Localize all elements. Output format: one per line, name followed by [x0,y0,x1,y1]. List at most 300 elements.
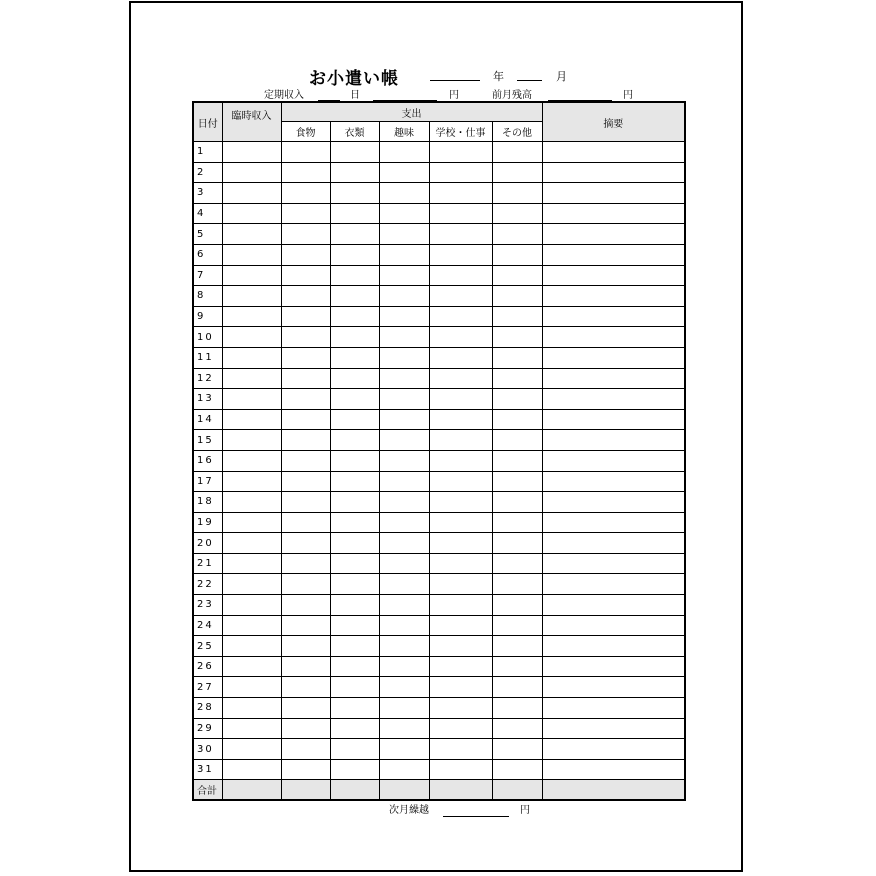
day-number: 14 [193,409,222,430]
day-number: 17 [193,471,222,492]
day-number: 19 [193,512,222,533]
entry-cell[interactable] [542,244,685,265]
regular-income-label: 定期収入 [264,90,304,101]
total-cell[interactable] [379,780,429,801]
entry-cell[interactable] [542,615,685,636]
entry-cell[interactable] [379,183,429,204]
entry-cell[interactable] [492,533,542,554]
entry-cell[interactable] [542,347,685,368]
entry-cell[interactable] [492,739,542,760]
day-number: 31 [193,759,222,780]
entry-cell[interactable] [281,492,330,513]
entry-cell[interactable] [222,512,281,533]
entry-cell[interactable] [281,203,330,224]
entry-cell[interactable] [222,203,281,224]
entry-cell[interactable] [492,656,542,677]
table-row [193,368,685,389]
entry-cell[interactable] [222,142,281,163]
entry-cell[interactable] [281,450,330,471]
day-number: 22 [193,574,222,595]
entry-cell[interactable] [429,595,492,616]
day-number: 6 [193,244,222,265]
entry-cell[interactable] [492,306,542,327]
ledger-table [192,101,686,801]
entry-cell[interactable] [379,224,429,245]
table-row [193,265,685,286]
entry-cell[interactable] [222,450,281,471]
day-number: 15 [193,430,222,451]
entry-cell[interactable] [542,450,685,471]
entry-cell[interactable] [330,553,379,574]
entry-cell[interactable] [429,718,492,739]
table-row [193,430,685,451]
entry-cell[interactable] [281,718,330,739]
day-number: 8 [193,286,222,307]
entry-cell[interactable] [379,409,429,430]
entry-cell[interactable] [281,656,330,677]
entry-cell[interactable] [281,574,330,595]
entry-cell[interactable] [542,183,685,204]
entry-cell[interactable] [429,739,492,760]
entry-cell[interactable] [379,533,429,554]
entry-cell[interactable] [330,265,379,286]
col-date-header: 日付 [193,102,222,142]
table-row [193,512,685,533]
day-number: 29 [193,718,222,739]
day-label: 日 [350,90,360,101]
entry-cell[interactable] [222,759,281,780]
day-number: 13 [193,389,222,410]
entry-cell[interactable] [492,677,542,698]
total-cell[interactable] [429,780,492,801]
entry-cell[interactable] [330,718,379,739]
entry-cell[interactable] [492,327,542,348]
table-row [193,739,685,760]
expense-col-header: 衣類 [330,122,379,142]
entry-cell[interactable] [222,677,281,698]
month-blank[interactable] [517,80,542,81]
entry-cell[interactable] [281,224,330,245]
day-number: 28 [193,698,222,719]
entry-cell[interactable] [281,739,330,760]
entry-cell[interactable] [429,574,492,595]
entry-cell[interactable] [542,142,685,163]
entry-cell[interactable] [281,553,330,574]
day-number: 18 [193,492,222,513]
year-blank[interactable] [430,80,480,81]
entry-cell[interactable] [492,450,542,471]
entry-cell[interactable] [492,615,542,636]
entry-cell[interactable] [429,265,492,286]
table-row [193,389,685,410]
table-row [193,492,685,513]
entry-cell[interactable] [222,327,281,348]
day-number: 2 [193,162,222,183]
page-title: お小遣い帳 [309,69,399,89]
entry-cell[interactable] [379,595,429,616]
entry-cell[interactable] [222,368,281,389]
entry-cell[interactable] [330,224,379,245]
entry-cell[interactable] [379,677,429,698]
table-row [193,615,685,636]
entry-cell[interactable] [542,224,685,245]
table-row [193,244,685,265]
expense-group-header: 支出 [281,102,542,122]
total-cell[interactable] [330,780,379,801]
entry-cell[interactable] [330,450,379,471]
entry-cell[interactable] [492,471,542,492]
entry-cell[interactable] [281,512,330,533]
entry-cell[interactable] [429,162,492,183]
entry-cell[interactable] [492,492,542,513]
entry-cell[interactable] [542,595,685,616]
entry-cell[interactable] [330,698,379,719]
entry-cell[interactable] [429,327,492,348]
day-number: 12 [193,368,222,389]
table-row [193,224,685,245]
entry-cell[interactable] [281,759,330,780]
entry-cell[interactable] [429,615,492,636]
total-cell[interactable] [542,780,685,801]
entry-cell[interactable] [429,286,492,307]
day-number: 26 [193,656,222,677]
entry-cell[interactable] [281,533,330,554]
table-row [193,306,685,327]
entry-cell[interactable] [281,471,330,492]
entry-cell[interactable] [429,368,492,389]
entry-cell[interactable] [492,595,542,616]
entry-cell[interactable] [330,306,379,327]
entry-cell[interactable] [492,553,542,574]
entry-cell[interactable] [429,512,492,533]
entry-cell[interactable] [281,183,330,204]
entry-cell[interactable] [492,142,542,163]
entry-cell[interactable] [542,533,685,554]
entry-cell[interactable] [281,698,330,719]
entry-cell[interactable] [330,739,379,760]
entry-cell[interactable] [542,265,685,286]
entry-cell[interactable] [379,306,429,327]
entry-cell[interactable] [379,368,429,389]
entry-cell[interactable] [429,450,492,471]
entry-cell[interactable] [222,595,281,616]
table-row [193,347,685,368]
entry-cell[interactable] [429,203,492,224]
entry-cell[interactable] [542,718,685,739]
entry-cell[interactable] [330,759,379,780]
entry-cell[interactable] [330,389,379,410]
entry-cell[interactable] [281,389,330,410]
entry-cell[interactable] [542,677,685,698]
entry-cell[interactable] [492,389,542,410]
entry-cell[interactable] [330,244,379,265]
entry-cell[interactable] [281,430,330,451]
entry-cell[interactable] [492,718,542,739]
total-cell[interactable] [222,780,281,801]
entry-cell[interactable] [542,286,685,307]
entry-cell[interactable] [492,574,542,595]
expense-col-header: 食物 [281,122,330,142]
day-number: 7 [193,265,222,286]
entry-cell[interactable] [222,718,281,739]
entry-cell[interactable] [281,162,330,183]
carryover-yen-label: 円 [520,805,530,816]
entry-cell[interactable] [222,615,281,636]
entry-cell[interactable] [330,677,379,698]
entry-cell[interactable] [222,430,281,451]
entry-cell[interactable] [492,347,542,368]
entry-cell[interactable] [330,471,379,492]
entry-cell[interactable] [379,327,429,348]
carryover-label: 次月繰越 [389,805,429,816]
entry-cell[interactable] [492,162,542,183]
entry-cell[interactable] [222,224,281,245]
entry-cell[interactable] [330,430,379,451]
table-row [193,698,685,719]
entry-cell[interactable] [379,636,429,657]
table-row [193,327,685,348]
expense-col-header: 学校・仕事 [429,122,492,142]
entry-cell[interactable] [542,492,685,513]
entry-cell[interactable] [281,306,330,327]
entry-cell[interactable] [330,656,379,677]
entry-cell[interactable] [379,244,429,265]
entry-cell[interactable] [330,368,379,389]
entry-cell[interactable] [492,636,542,657]
entry-cell[interactable] [222,698,281,719]
entry-cell[interactable] [222,409,281,430]
entry-cell[interactable] [379,656,429,677]
entry-cell[interactable] [542,574,685,595]
entry-cell[interactable] [429,533,492,554]
entry-cell[interactable] [330,533,379,554]
entry-cell[interactable] [379,574,429,595]
entry-cell[interactable] [330,492,379,513]
entry-cell[interactable] [429,492,492,513]
entry-cell[interactable] [429,224,492,245]
table-row [193,471,685,492]
entry-cell[interactable] [379,203,429,224]
day-number: 27 [193,677,222,698]
entry-cell[interactable] [281,595,330,616]
entry-cell[interactable] [492,183,542,204]
entry-cell[interactable] [281,244,330,265]
month-label: 月 [556,70,567,83]
entry-cell[interactable] [379,142,429,163]
total-label: 合計 [193,780,222,801]
entry-cell[interactable] [379,286,429,307]
entry-cell[interactable] [492,409,542,430]
entry-cell[interactable] [281,142,330,163]
entry-cell[interactable] [542,512,685,533]
table-row [193,409,685,430]
entry-cell[interactable] [281,409,330,430]
table-row [193,203,685,224]
entry-cell[interactable] [429,471,492,492]
day-number: 21 [193,553,222,574]
entry-cell[interactable] [330,327,379,348]
entry-cell[interactable] [492,759,542,780]
entry-cell[interactable] [379,553,429,574]
entry-cell[interactable] [379,718,429,739]
entry-cell[interactable] [379,450,429,471]
entry-cell[interactable] [222,306,281,327]
col-temp-income-header: 臨時収入 [222,102,281,142]
entry-cell[interactable] [222,574,281,595]
entry-cell[interactable] [429,306,492,327]
entry-cell[interactable] [379,512,429,533]
entry-cell[interactable] [330,183,379,204]
entry-cell[interactable] [542,553,685,574]
entry-cell[interactable] [542,409,685,430]
entry-cell[interactable] [379,430,429,451]
entry-cell[interactable] [429,409,492,430]
expense-col-header: その他 [492,122,542,142]
entry-cell[interactable] [542,471,685,492]
entry-cell[interactable] [492,430,542,451]
entry-cell[interactable] [222,286,281,307]
entry-cell[interactable] [330,595,379,616]
entry-cell[interactable] [222,656,281,677]
entry-cell[interactable] [222,471,281,492]
entry-cell[interactable] [492,698,542,719]
entry-cell[interactable] [222,183,281,204]
entry-cell[interactable] [492,512,542,533]
entry-cell[interactable] [542,636,685,657]
entry-cell[interactable] [222,389,281,410]
entry-cell[interactable] [222,492,281,513]
day-number: 9 [193,306,222,327]
entry-cell[interactable] [492,286,542,307]
table-row [193,574,685,595]
entry-cell[interactable] [379,759,429,780]
entry-cell[interactable] [281,368,330,389]
entry-cell[interactable] [492,224,542,245]
entry-cell[interactable] [281,347,330,368]
total-cell[interactable] [492,780,542,801]
entry-cell[interactable] [330,615,379,636]
day-number: 30 [193,739,222,760]
col-memo-header: 摘要 [542,102,685,142]
entry-cell[interactable] [222,162,281,183]
entry-cell[interactable] [542,203,685,224]
entry-cell[interactable] [429,553,492,574]
entry-cell[interactable] [542,656,685,677]
entry-cell[interactable] [492,265,542,286]
entry-cell[interactable] [429,347,492,368]
prev-balance-yen-label: 円 [623,90,633,101]
entry-cell[interactable] [542,368,685,389]
entry-cell[interactable] [429,430,492,451]
entry-cell[interactable] [429,656,492,677]
entry-cell[interactable] [492,244,542,265]
entry-cell[interactable] [330,574,379,595]
entry-cell[interactable] [330,286,379,307]
entry-cell[interactable] [429,142,492,163]
entry-cell[interactable] [379,471,429,492]
table-row [193,162,685,183]
entry-cell[interactable] [492,368,542,389]
entry-cell[interactable] [429,389,492,410]
entry-cell[interactable] [542,759,685,780]
entry-cell[interactable] [379,492,429,513]
entry-cell[interactable] [330,512,379,533]
entry-cell[interactable] [542,430,685,451]
table-row [193,718,685,739]
entry-cell[interactable] [542,306,685,327]
entry-cell[interactable] [429,698,492,719]
entry-cell[interactable] [379,739,429,760]
expense-col-header: 趣味 [379,122,429,142]
total-row [193,780,685,801]
day-number: 25 [193,636,222,657]
entry-cell[interactable] [379,615,429,636]
day-number: 16 [193,450,222,471]
day-number: 4 [193,203,222,224]
entry-cell[interactable] [222,553,281,574]
entry-cell[interactable] [542,389,685,410]
day-number: 11 [193,347,222,368]
table-row [193,677,685,698]
entry-cell[interactable] [281,636,330,657]
entry-cell[interactable] [542,698,685,719]
table-row [193,636,685,657]
table-row [193,656,685,677]
entry-cell[interactable] [330,203,379,224]
entry-cell[interactable] [222,244,281,265]
entry-cell[interactable] [429,759,492,780]
entry-cell[interactable] [330,142,379,163]
day-number: 20 [193,533,222,554]
entry-cell[interactable] [222,347,281,368]
entry-cell[interactable] [429,183,492,204]
table-row [193,142,685,163]
entry-cell[interactable] [281,615,330,636]
table-row [193,533,685,554]
entry-cell[interactable] [429,244,492,265]
entry-cell[interactable] [222,739,281,760]
entry-cell[interactable] [429,677,492,698]
table-row [193,286,685,307]
entry-cell[interactable] [330,347,379,368]
entry-cell[interactable] [542,162,685,183]
entry-cell[interactable] [281,265,330,286]
total-cell[interactable] [281,780,330,801]
entry-cell[interactable] [379,389,429,410]
entry-cell[interactable] [281,286,330,307]
table-row [193,450,685,471]
entry-cell[interactable] [330,636,379,657]
entry-cell[interactable] [281,677,330,698]
entry-cell[interactable] [222,533,281,554]
entry-cell[interactable] [222,265,281,286]
entry-cell[interactable] [281,327,330,348]
entry-cell[interactable] [330,162,379,183]
entry-cell[interactable] [492,203,542,224]
entry-cell[interactable] [379,162,429,183]
entry-cell[interactable] [542,327,685,348]
entry-cell[interactable] [429,636,492,657]
entry-cell[interactable] [542,739,685,760]
carryover-blank[interactable] [443,816,509,817]
regular-income-yen-label: 円 [449,90,459,101]
entry-cell[interactable] [379,347,429,368]
entry-cell[interactable] [379,265,429,286]
table-row [193,595,685,616]
entry-cell[interactable] [330,409,379,430]
entry-cell[interactable] [222,636,281,657]
entry-cell[interactable] [379,698,429,719]
